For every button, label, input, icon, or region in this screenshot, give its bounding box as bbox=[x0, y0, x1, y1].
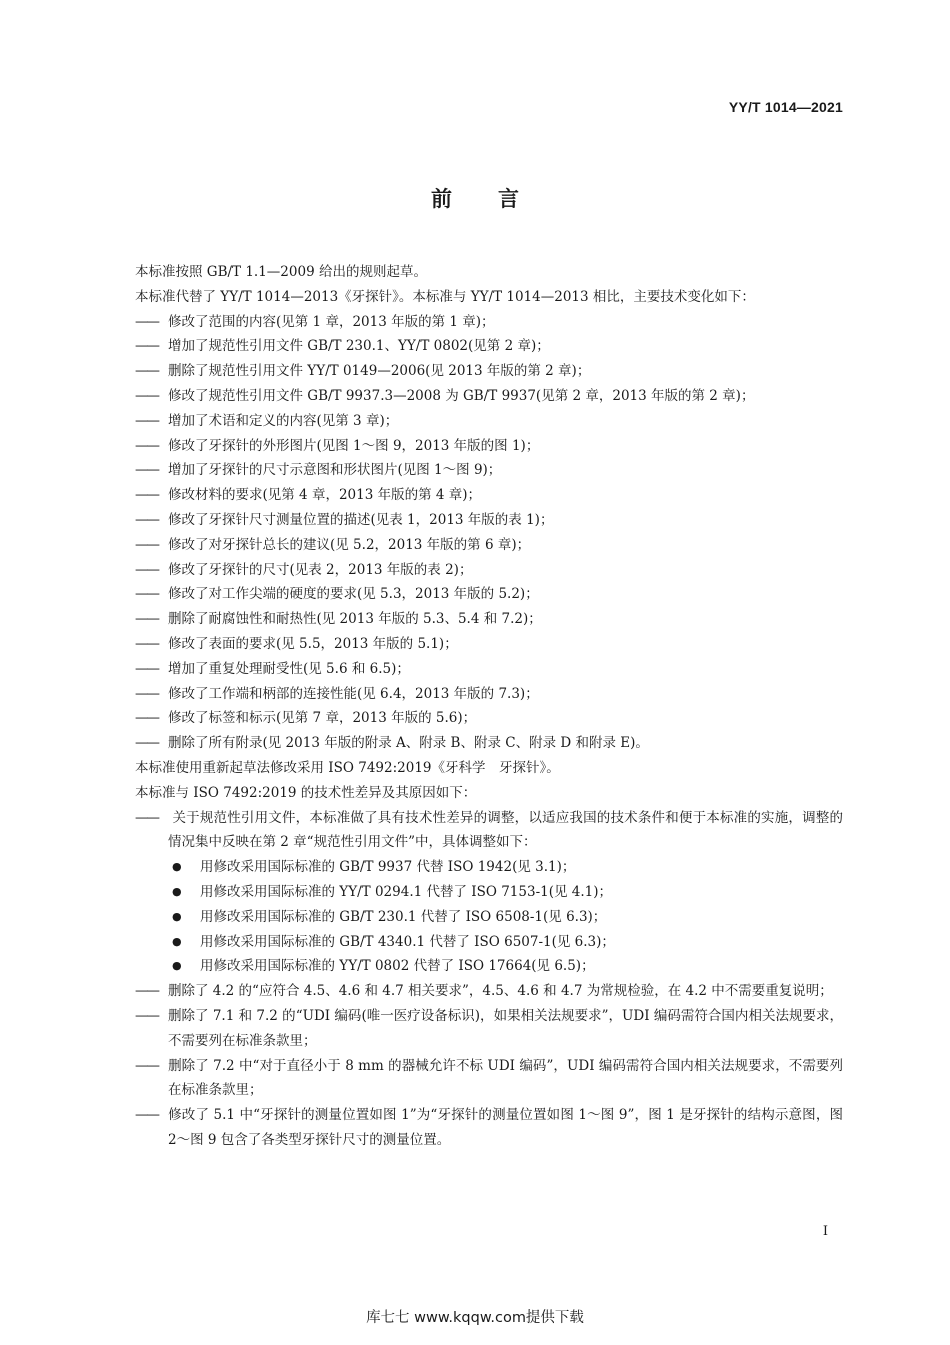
list-item bbox=[108, 806, 843, 856]
list-item: —— 增加了牙探针的尺寸示意图和形状图片(见图 1～图 9)； bbox=[108, 458, 843, 483]
list-item: —— 修改了 5.1 中“牙探针的测量位置如图 1”为“牙探针的测量位置如图 1～图 9”，图 1 是牙探针的结构示意图，图 2～图 9 包含了各类型牙探针尺寸的测量位置。 bbox=[108, 1103, 843, 1153]
list-item: —— 删除了 7.1 和 7.2 的“UDI 编码(唯一医疗设备标识)，如果相关法规要求”，UDI 编码需符合国内相关法规要求，不需要列在标准条款里； bbox=[108, 1004, 843, 1054]
list-item: —— 修改了牙探针尺寸测量位置的描述(见表 1，2013 年版的表 1)； bbox=[108, 508, 843, 533]
list-item: —— 删除了 4.2 的“应符合 4.5、4.6 和 4.7 相关要求”，4.5、4.6 和 4.7 为常规检验，在 4.2 中不需要重复说明； bbox=[108, 979, 843, 1004]
bullet-item: ● 用修改采用国际标准的 GB/T 9937 代替 ISO 1942(见 3.1)； bbox=[108, 855, 843, 880]
diff-list bbox=[108, 806, 843, 856]
list-item: —— 修改了范围的内容(见第 1 章，2013 年版的第 1 章)； bbox=[108, 310, 843, 335]
bullet-item: ● 用修改采用国际标准的 GB/T 230.1 代替了 ISO 6508-1(见 6.3)； bbox=[108, 905, 843, 930]
list-item-text: 关于规范性引用文件，本标准做了具有技术性差异的调整，以适应我国的技术条件和便于本标准的实施，调整的情况集中反映在第 2 章“规范性引用文件”中，具体调整如下： bbox=[168, 809, 843, 851]
diff-intro-paragraph: 本标准与 ISO 7492:2019 的技术性差异及其原因如下： bbox=[135, 784, 477, 801]
list-item: —— 删除了规范性引用文件 YY/T 0149—2006(见 2013 年版的第 2 章)； bbox=[108, 359, 843, 384]
page-number: I bbox=[822, 1224, 828, 1239]
bullet-item: ● 用修改采用国际标准的 YY/T 0294.1 代替了 ISO 7153-1(见 4.1)； bbox=[108, 880, 843, 905]
intro-paragraph: 本标准按照 GB/T 1.1—2009 给出的规则起草。 bbox=[135, 264, 427, 280]
list-item: —— 修改了牙探针的尺寸(见表 2，2013 年版的表 2)； bbox=[108, 558, 843, 583]
list-item: —— 修改了对牙探针总长的建议(见 5.2，2013 年版的第 6 章)； bbox=[108, 533, 843, 558]
list-item: —— 修改材料的要求(见第 4 章，2013 年版的第 4 章)； bbox=[108, 483, 843, 508]
list-item: —— 修改了规范性引用文件 GB/T 9937.3—2008 为 GB/T 9937(见第 2 章，2013 年版的第 2 章)； bbox=[108, 384, 843, 409]
page-title: 前言 bbox=[431, 187, 565, 211]
list-item: —— 增加了重复处理耐受性(见 5.6 和 6.5)； bbox=[108, 657, 843, 682]
bullet-item: ● 用修改采用国际标准的 GB/T 4340.1 代替了 ISO 6507-1(见 6.3)； bbox=[108, 930, 843, 955]
list-item: —— 修改了表面的要求(见 5.5，2013 年版的 5.1)； bbox=[108, 632, 843, 657]
diff-list-continued bbox=[108, 979, 843, 1153]
document-body bbox=[108, 260, 843, 1153]
changes-list bbox=[108, 310, 843, 756]
standard-code: YY/T 1014—2021 bbox=[728, 99, 843, 115]
download-footer: 库七七 www.kqqw.com提供下载 bbox=[366, 1310, 584, 1326]
list-item: —— 修改了牙探针的外形图片(见图 1～图 9，2013 年版的图 1)； bbox=[108, 434, 843, 459]
list-item: —— 增加了术语和定义的内容(见第 3 章)； bbox=[108, 409, 843, 434]
list-item: —— 修改了工作端和柄部的连接性能(见 6.4，2013 年版的 7.3)； bbox=[108, 682, 843, 707]
list-item: —— 删除了所有附录(见 2013 年版的附录 A、附录 B、附录 C、附录 D 和附录 E)。 bbox=[108, 731, 843, 756]
intro-paragraph: 本标准代替了 YY/T 1014—2013《牙探针》。本标准与 YY/T 1014—2013 相比，主要技术变化如下： bbox=[135, 288, 755, 305]
adoption-paragraph: 本标准使用重新起草法修改采用 ISO 7492:2019《牙科学 牙探针》。 bbox=[135, 759, 560, 776]
bullet-item: ● 用修改采用国际标准的 YY/T 0802 代替了 ISO 17664(见 6.5)； bbox=[108, 954, 843, 979]
list-item: —— 删除了 7.2 中“对于直径小于 8 mm 的器械允许不标 UDI 编码”，UDI 编码需符合国内相关法规要求，不需要列在标准条款里； bbox=[108, 1054, 843, 1104]
bullet-list bbox=[108, 855, 843, 979]
list-item: —— 修改了标签和标示(见第 7 章，2013 年版的 5.6)； bbox=[108, 706, 843, 731]
list-item: —— 删除了耐腐蚀性和耐热性(见 2013 年版的 5.3、5.4 和 7.2)； bbox=[108, 607, 843, 632]
list-item: —— 修改了对工作尖端的硬度的要求(见 5.3，2013 年版的 5.2)； bbox=[108, 582, 843, 607]
list-item: —— 增加了规范性引用文件 GB/T 230.1、YY/T 0802(见第 2 章)； bbox=[108, 334, 843, 359]
